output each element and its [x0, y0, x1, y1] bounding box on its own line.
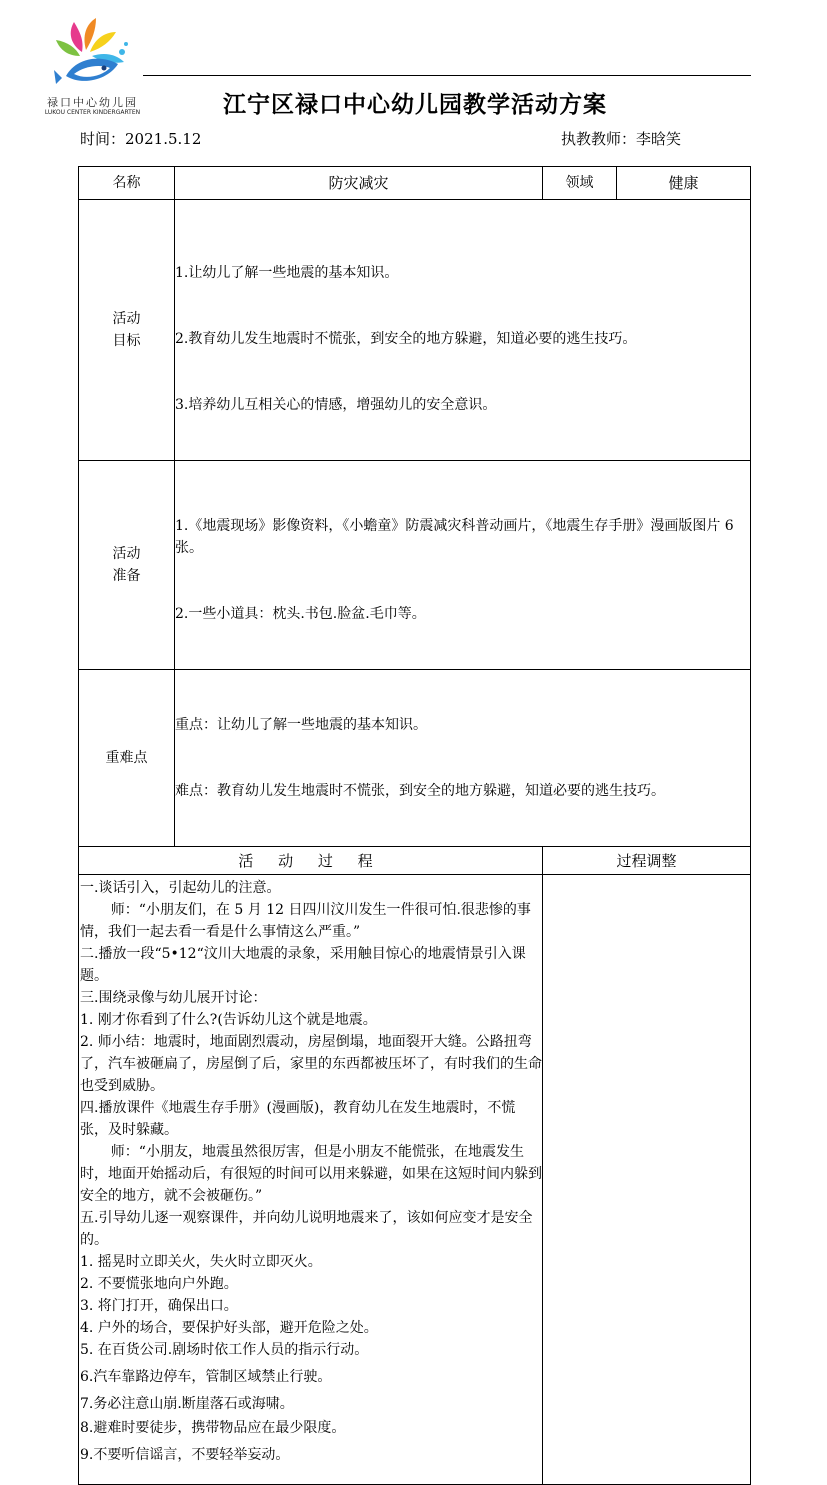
- process-step: 2. 师小结：地震时，地面剧烈震动，房屋倒塌，地面裂开大缝。公路扭弯了，汽车被砸扁了，房屋倒了后，家里的东西都被压坏了，有时我们的生命也受到威胁。: [80, 1034, 542, 1094]
- process-step: 4. 户外的场合，要保护好头部，避开危险之处。: [80, 1320, 378, 1336]
- date-label: 时间：: [80, 130, 126, 148]
- teacher-label: 执教教师：: [561, 130, 637, 148]
- key-points-label: 重难点: [79, 670, 175, 847]
- name-value: 防灾减灾: [175, 167, 543, 200]
- process-step: 6.汽车靠路边停车，管制区域禁止行驶。: [80, 1369, 332, 1385]
- process-step: 一.谈话引入，引起幼儿的注意。: [80, 880, 281, 896]
- document-title: 江宁区禄口中心幼儿园教学活动方案: [223, 92, 607, 118]
- goals-content: [175, 200, 751, 461]
- process-step: 8.避难时要徒步，携带物品应在最少限度。: [80, 1420, 346, 1436]
- process-step: 三.围绕录像与幼儿展开讨论：: [80, 990, 267, 1006]
- key-point-item: 重点：让幼儿了解一些地震的基本知识。: [175, 717, 427, 733]
- process-header: 活 动 过 程: [79, 847, 543, 875]
- logo-chinese-name: 禄口中心幼儿园: [47, 96, 138, 109]
- header-divider: [143, 75, 751, 76]
- teacher-line: [561, 128, 681, 149]
- activity-plan-table: [78, 166, 751, 1485]
- process-step: 7.务必注意山崩.断崖落石或海啸。: [80, 1396, 294, 1412]
- process-content: [79, 875, 543, 1485]
- goal-item: 1.让幼儿了解一些地震的基本知识。: [175, 265, 399, 281]
- key-points-content: [175, 670, 751, 847]
- prep-item: 1.《地震现场》影像资料，《小蟾童》防震减灾科普动画片，《地震生存手册》漫画版图片 6 张。: [175, 518, 739, 556]
- process-step: 1. 刚才你看到了什么?(告诉幼儿这个就是地震。: [80, 1012, 377, 1028]
- adjust-header: 过程调整: [543, 847, 751, 875]
- prep-item: 2.一些小道具：枕头.书包.脸盆.毛巾等。: [175, 606, 426, 622]
- key-point-item: 难点：教育幼儿发生地震时不慌张，到安全的地方躲避，知道必要的逃生技巧。: [175, 783, 665, 799]
- process-step: 9.不要听信谣言，不要轻举妄动。: [80, 1447, 290, 1463]
- prep-content: [175, 461, 751, 670]
- process-step: 二.播放一段“5•12“汶川大地震的录象，采用触目惊心的地震情景引入课题。: [80, 946, 526, 984]
- process-step: 师：“小朋友们，在 5 月 12 日四川汶川发生一件很可怕.很悲惨的事情，我们一起去看一看是什么事情这么严重。”: [80, 902, 531, 940]
- goal-item: 2.教育幼儿发生地震时不慌张，到安全的地方躲避，知道必要的逃生技巧。: [175, 331, 637, 347]
- name-label: 名称: [79, 167, 175, 200]
- teacher-value: 李晗笑: [636, 130, 682, 148]
- process-step: 五.引导幼儿逐一观察课件，并向幼儿说明地震来了，该如何应变才是安全的。: [80, 1210, 533, 1248]
- date-line: [80, 128, 201, 149]
- process-step: 3. 将门打开，确保出口。: [80, 1298, 238, 1314]
- process-step: 5. 在百货公司.剧场时依工作人员的指示行动。: [80, 1342, 369, 1358]
- kindergarten-logo: [40, 14, 145, 120]
- prep-label: 活动 准备: [79, 461, 175, 670]
- date-value: 2021.5.12: [125, 130, 202, 148]
- goal-item: 3.培养幼儿互相关心的情感，增强幼儿的安全意识。: [175, 397, 497, 413]
- process-step: 四.播放课件《地震生存手册》(漫画版)，教育幼儿在发生地震时，不慌张，及时躲藏。: [80, 1100, 516, 1138]
- process-step: 2. 不要慌张地向户外跑。: [80, 1276, 238, 1292]
- goals-label: 活动 目标: [79, 200, 175, 461]
- domain-value: 健康: [617, 167, 751, 200]
- adjust-content: [543, 875, 751, 1485]
- process-step: 1. 摇晃时立即关火，失火时立即灭火。: [80, 1254, 322, 1270]
- rainbow-fish-logo-icon: [52, 14, 132, 94]
- logo-english-name: LUKOU CENTER KINDERGARTEN: [44, 109, 141, 116]
- domain-label: 领域: [543, 167, 617, 200]
- process-step: 师：“小朋友，地震虽然很厉害，但是小朋友不能慌张，在地震发生时，地面开始摇动后，有很短的时间可以用来躲避，如果在这短时间内躲到安全的地方，就不会被砸伤。”: [80, 1144, 542, 1204]
